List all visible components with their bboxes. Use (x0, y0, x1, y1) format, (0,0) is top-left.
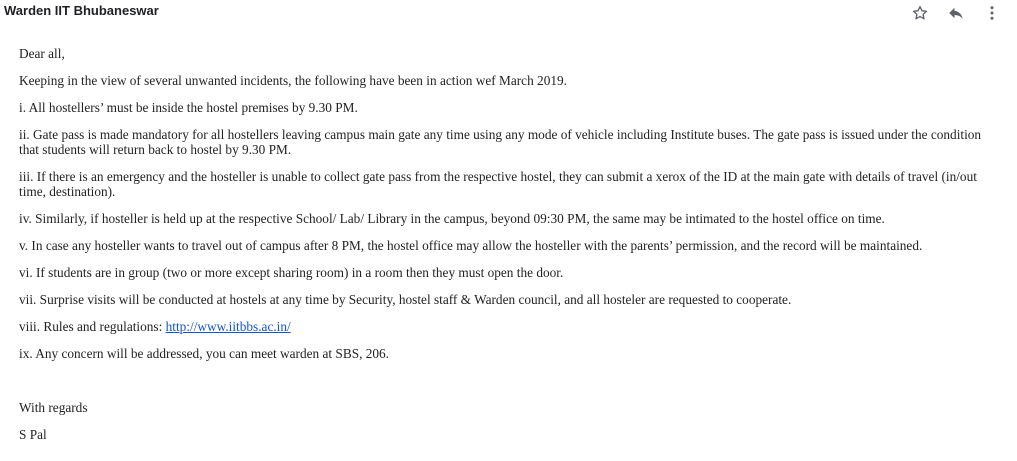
message-body (19, 46, 1004, 454)
rule-item: vi. If students are in group (two or more except sharing room) in a room then they must open the door. (19, 265, 564, 280)
rule-item: i. All hostellers’ must be inside the hostel premises by 9.30 PM. (19, 100, 358, 115)
rules-prefix: viii. Rules and regulations: (19, 319, 166, 334)
rule-item-links (19, 319, 1004, 334)
rule-item: ix. Any concern will be addressed, you can meet warden at SBS, 206. (19, 346, 390, 361)
reply-button[interactable] (945, 2, 967, 24)
rule-item: v. In case any hosteller wants to travel out of campus after 8 PM, the hostel office may allow the hosteller with the parents’ permission, and the record will be maintained. (19, 238, 923, 253)
greeting: Dear all, (19, 46, 65, 61)
star-button[interactable] (909, 2, 931, 24)
rules-link[interactable]: http://www.iitbbs.ac.in/ (165, 319, 291, 334)
more-options-button[interactable] (981, 2, 1003, 24)
intro-paragraph: Keeping in the view of several unwanted incidents, the following have been in action wef March 2019. (19, 73, 567, 88)
signature: S Pal (19, 427, 47, 442)
spacer (19, 373, 1004, 400)
rule-item: iv. Similarly, if hosteller is held up at the respective School/ Lab/ Library in the campus, beyond 09:30 PM, the same may be intimated to the hostel office on time. (19, 211, 885, 226)
star-icon (911, 4, 929, 22)
rule-item: ii. Gate pass is made mandatory for all hostellers leaving campus main gate any time using any mode of vehicle including Institute buses. The gate pass is issued under the condition that students will return back to hostel by 9.30 PM. (19, 127, 982, 157)
rule-item: vii. Surprise visits will be conducted at hostels at any time by Security, hostel staff & Warden council, and all hosteler are requested to cooperate. (19, 292, 792, 307)
message-actions (895, 2, 1003, 24)
rule-item: iii. If there is an emergency and the hosteller is unable to collect gate pass from the respective hostel, they can submit a xerox of the ID at the main gate with details of travel (in/out time, destination). (19, 169, 977, 199)
message-header (0, 0, 1017, 26)
sender-name: Warden IIT Bhubaneswar (4, 3, 159, 18)
more-vert-icon (983, 4, 1001, 22)
closing: With regards (19, 400, 88, 415)
reply-icon (947, 4, 965, 22)
